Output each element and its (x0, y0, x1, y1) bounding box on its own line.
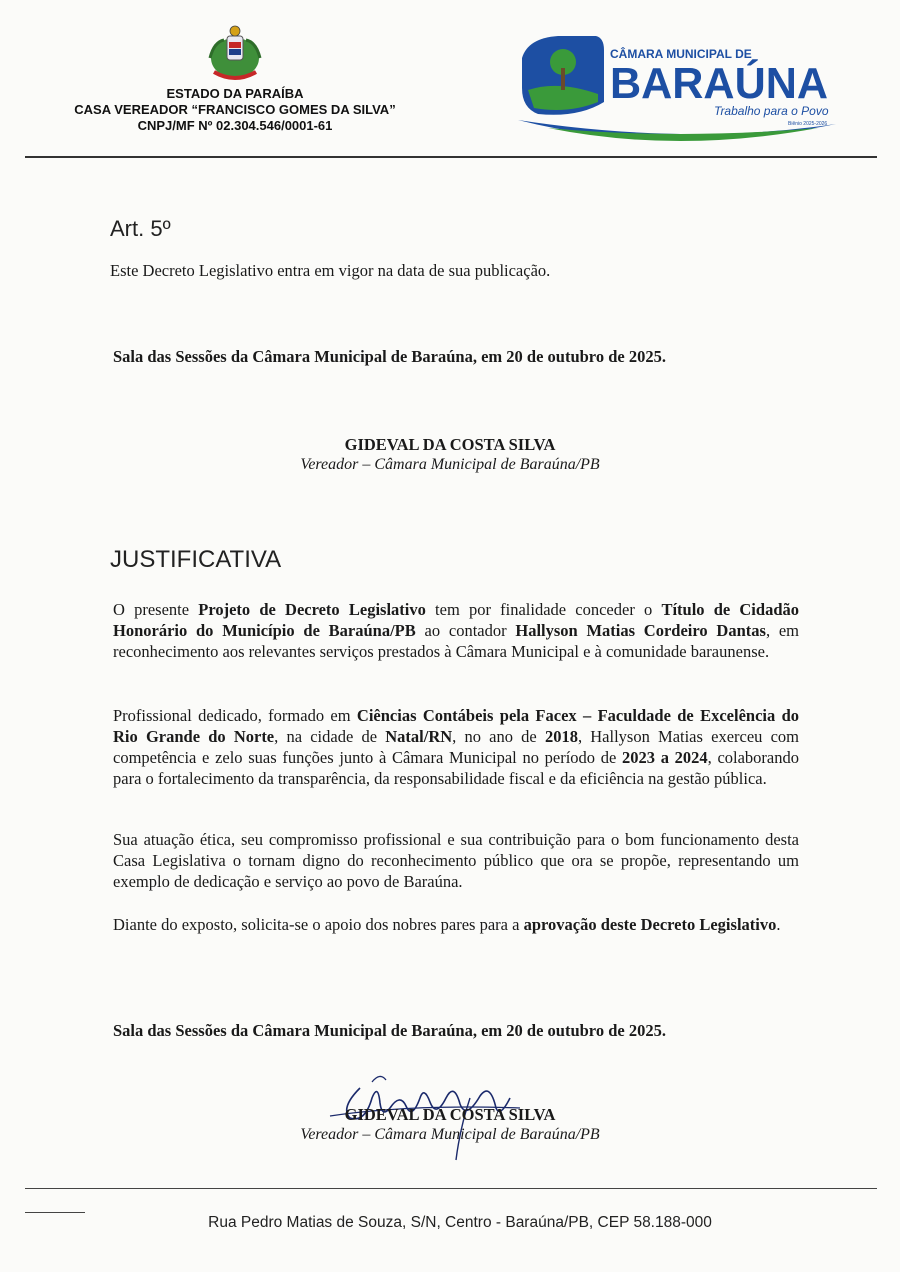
logo-main-text: BARAÚNA (610, 59, 833, 108)
justification-heading: JUSTIFICATIVA (110, 546, 282, 573)
footer-small-divider (25, 1212, 85, 1213)
justification-paragraph-1: O presente Projeto de Decreto Legislativo tem por finalidade conceder o Título de Cidadão Honorário do Município de Baraúna/PB ao contador Hallyson Matias Cordeiro Dantas, em reconhecimento aos relevantes serviços prestados à Câmara Municipal e à comunidade baraunense. (113, 600, 799, 661)
article-heading: Art. 5º (110, 216, 171, 241)
signatory-name-1: GIDEVAL DA COSTA SILVA (344, 435, 556, 454)
camara-barauna-logo (518, 28, 838, 148)
signatory-name-2: GIDEVAL DA COSTA SILVA (344, 1105, 556, 1124)
coat-of-arms-icon (200, 22, 270, 84)
cnpj-line: CNPJ/MF Nº 02.304.546/0001-61 (137, 118, 333, 133)
signatory-role-2: Vereador – Câmara Municipal de Baraúna/PB (300, 1126, 600, 1143)
article-text: Este Decreto Legislativo entra em vigor na data de sua publicação. (110, 261, 551, 280)
logo-top-text: CÂMARA MUNICIPAL DE (610, 47, 752, 61)
signature-block-1 (250, 434, 650, 475)
house-line: CASA VEREADOR “FRANCISCO GOMES DA SILVA” (74, 102, 396, 117)
session-line-1: Sala das Sessões da Câmara Municipal de Baraúna, em 20 de outubro de 2025. (113, 347, 666, 366)
logo-slogan: Trabalho para o Povo (714, 104, 829, 118)
state-line: ESTADO DA PARAÍBA (166, 86, 304, 101)
signature-block-2 (250, 1104, 650, 1145)
header-left (55, 22, 415, 134)
footer-divider (25, 1188, 877, 1189)
justification-paragraph-3: Sua atuação ética, seu compromisso profissional e sua contribuição para o bom funcionamento desta Casa Legislativa o tornam digno do reconhecimento público que ora se propõe, representando um exemplo de dedicação e serviço ao povo de Baraúna. (113, 830, 799, 891)
header-divider (25, 156, 877, 158)
footer-address: Rua Pedro Matias de Souza, S/N, Centro - Baraúna/PB, CEP 58.188-000 (208, 1214, 712, 1231)
justification-paragraph-4: Diante do exposto, solicita-se o apoio dos nobres pares para a aprovação deste Decreto Legislativo. (113, 915, 781, 934)
logo-period: Biênio 2025-2026 (788, 121, 828, 127)
session-line-2: Sala das Sessões da Câmara Municipal de Baraúna, em 20 de outubro de 2025. (113, 1021, 666, 1040)
signatory-role-1: Vereador – Câmara Municipal de Baraúna/PB (300, 456, 600, 473)
justification-paragraph-2: Profissional dedicado, formado em Ciências Contábeis pela Facex – Faculdade de Excelência do Rio Grande do Norte, na cidade de Natal/RN, no ano de 2018, Hallyson Matias exerceu com competência e zelo suas funções junto à Câmara Municipal no período de 2023 a 2024, colaborando para o fortalecimento da transparência, da responsabilidade fiscal e da eficiência na gestão pública. (113, 706, 799, 788)
